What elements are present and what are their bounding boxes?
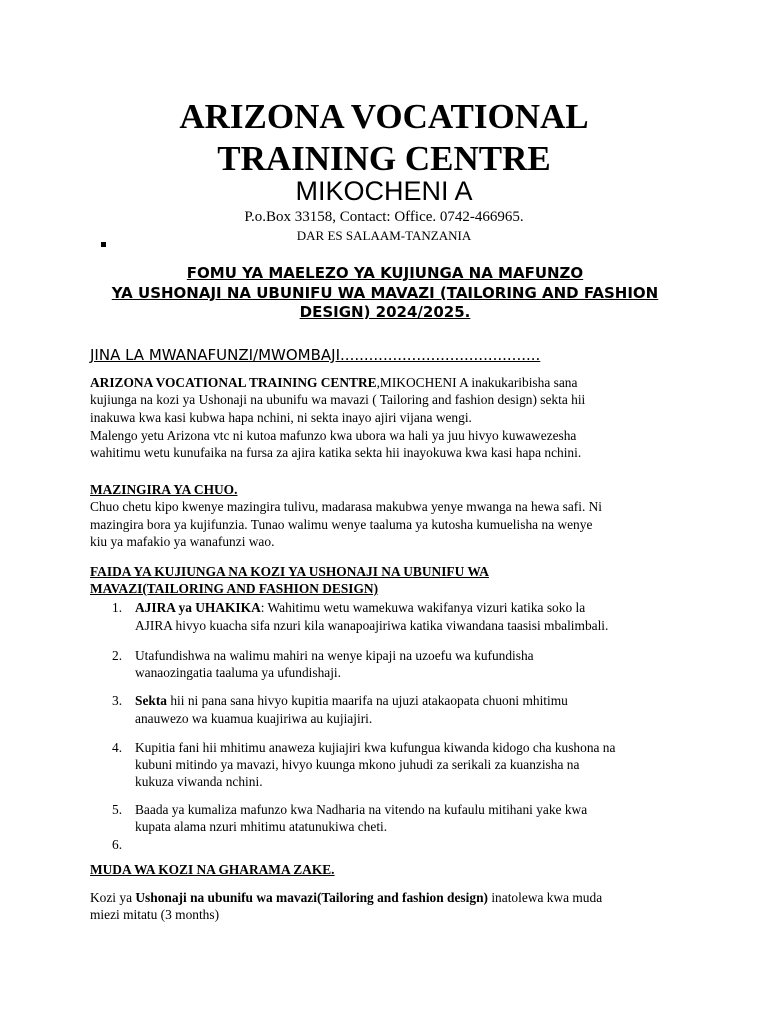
form-title-line1: FOMU YA MAELEZO YA KUJIUNGA NA MAFUNZO [186,264,584,282]
intro-line1-rest: ,MIKOCHENI A inakukaribisha sana [376,375,578,390]
list-item-2-line2: wanaozingatia taaluma ya ufundishaji. [135,665,341,680]
list-item-number: 1. [112,600,123,615]
intro-line2: kujiunga na kozi ya Ushonaji na ubunifu wa mavazi ( Tailoring and fashion design) sekta hii [90,392,586,407]
environment-line2: mazingira bora ya kujifunzia. Tunao walimu wenye taaluma ya kutosha kumuelisha na wenye [90,517,593,532]
list-item-1-bold: AJIRA ya UHAKIKA [135,600,261,615]
form-title-line2: YA USHONAJI NA UBUNIFU WA MAVAZI (TAILORING AND FASHION [111,284,659,302]
environment-line1: Chuo chetu kipo kwenye mazingira tulivu, madarasa makubwa yenye mwanga na hewa safi. Ni [90,499,603,514]
list-item-3-bold: Sekta [135,693,167,708]
list-item-4-line3: kukuza viwanda nchini. [135,774,263,789]
duration-line1 [90,889,690,907]
list-item-5-line2: kupata alama nzuri mhitimu atatunukiwa cheti. [135,819,388,834]
institution-title-line2: TRAINING CENTRE [217,139,551,178]
city-country: DAR ES SALAAM-TANZANIA [296,228,472,243]
student-name-field[interactable]: JINA LA MWANAFUNZI/MWOMBAJI.......................................... [90,346,541,364]
environment-heading: MAZINGIRA YA CHUO. [90,482,238,497]
environment-line3: kiu ya mafakio ya wanafunzi wao. [90,534,275,549]
list-item-3-line2: anauwezo wa kuamua kuajiriwa au kujiajiri. [135,711,373,726]
list-item-3-rest: hii ni pana sana hivyo kupitia maarifa na ujuzi atakaopata chuoni mhitimu [167,693,568,708]
list-item-number: 5. [112,802,123,817]
contact-info: P.o.Box 33158, Contact: Office. 0742-466965. [244,209,524,225]
list-item-2-line1: Utafundishwa na walimu mahiri na wenye kipaji na uzoefu wa kufundisha [135,648,534,663]
intro-line3: inakuwa kwa kasi kubwa hapa nchini, ni sekta inayo ajiri vijana wengi. [90,410,472,425]
list-item-number: 3. [112,693,123,708]
list-item-1-rest: : Wahitimu wetu wamekuwa wakifanya vizuri katika soko la [260,600,586,615]
list-item-number: 2. [112,648,123,663]
intro-line4: Malengo yetu Arizona vtc ni kutoa mafunzo kwa ubora wa hali ya juu hivyo kuwawezesha [90,428,577,443]
list-item-1-line2: AJIRA hivyo kuacha sifa nzuri kila wanapoajiriwa katika viwandana taasisi mbalimbali. [135,618,609,633]
intro-bold-lead: ARIZONA VOCATIONAL TRAINING CENTRE [90,375,377,390]
institution-location: MIKOCHENI A [295,176,473,206]
duration-rest: inatolewa kwa muda [487,890,603,905]
list-item-5-line1: Baada ya kumaliza mafunzo kwa Nadharia na vitendo na kufaulu mitihani yake kwa [135,802,588,817]
benefits-heading-line2: MAVAZI(TAILORING AND FASHION DESIGN) [90,581,379,596]
intro-line1 [90,374,690,392]
intro-line5: wahitimu wetu kunufaika na fursa za ajira katika sekta hii inayokuwa kwa kasi hapa nchini. [90,445,582,460]
duration-bold: Ushonaji na ubunifu wa mavazi(Tailoring and fashion design) [135,890,488,905]
list-item-number: 6. [112,837,123,852]
benefits-heading-line1: FAIDA YA KUJIUNGA NA KOZI YA USHONAJI NA UBUNIFU WA [90,564,489,579]
bullet-marker [101,242,106,247]
list-item-4-line1: Kupitia fani hii mhitimu anaweza kujiajiri kwa kufungua kiwanda kidogo cha kushona na [135,740,616,755]
form-title-line3: DESIGN) 2024/2025. [299,303,471,321]
duration-line2: miezi mitatu (3 months) [90,907,220,922]
list-item-3-line1 [135,692,690,710]
list-item-number: 4. [112,740,123,755]
duration-heading: MUDA WA KOZI NA GHARAMA ZAKE. [90,862,335,877]
list-item-1-line1 [135,599,690,617]
list-item-4-line2: kubuni mitindo ya mavazi, hivyo kuunga mkono juhudi za serikali za kuanzisha na [135,757,580,772]
duration-lead: Kozi ya [90,890,136,905]
institution-title-line1: ARIZONA VOCATIONAL [179,97,589,136]
